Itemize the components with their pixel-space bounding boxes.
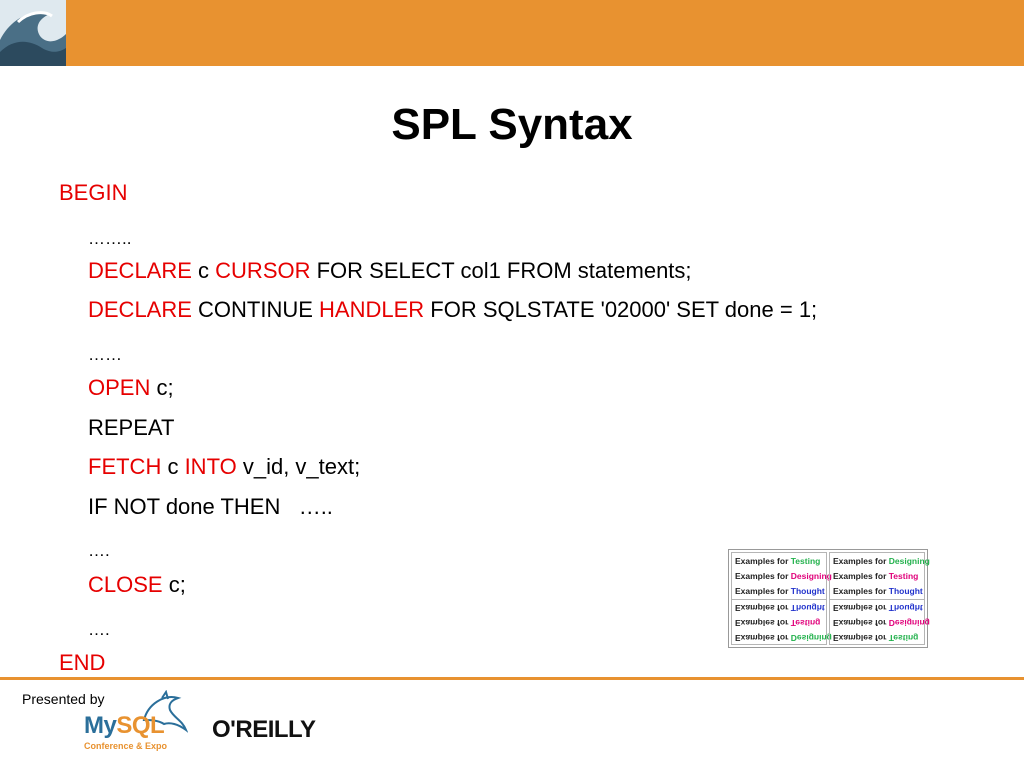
code-if-not-done: IF NOT done THEN ….. <box>88 494 333 519</box>
code-text: c; <box>162 572 186 597</box>
thumbnail-panel-right <box>829 552 930 645</box>
thumb-row-mirrored: Examples for Designing <box>735 633 832 643</box>
keyword: DECLARE <box>88 297 192 322</box>
keyword: CLOSE <box>88 572 163 597</box>
code-text: c <box>161 454 185 479</box>
code-end: END <box>59 650 106 675</box>
code-begin-keyword: BEGIN <box>59 180 128 205</box>
divider <box>732 599 826 600</box>
thumb-row: Examples for Designing <box>735 571 832 581</box>
code-text: c <box>191 258 216 283</box>
code-open <box>88 375 174 401</box>
conference-expo-label: Conference & Expo <box>84 741 168 751</box>
thumb-row: Examples for Testing <box>833 571 919 581</box>
keyword: INTO <box>184 454 237 479</box>
code-declare-cursor <box>88 258 692 284</box>
code-declare-handler <box>88 297 817 323</box>
keyword: OPEN <box>88 375 151 400</box>
header-bar <box>0 0 1024 66</box>
thumb-row: Examples for Thought <box>735 586 825 596</box>
thumb-row: Examples for Thought <box>833 586 923 596</box>
thumbnail-panel-left <box>731 552 832 645</box>
code-ellipsis-3: …. <box>88 541 110 560</box>
code-ellipsis-2: …… <box>88 345 122 364</box>
wave-logo-icon <box>0 0 66 66</box>
mysql-conference-logo <box>80 690 190 754</box>
code-ellipsis-1: …….. <box>88 229 132 248</box>
code-text: v_id, v_text; <box>236 454 361 479</box>
code-text: c; <box>150 375 174 400</box>
thumb-row-mirrored: Examples for Testing <box>735 618 821 628</box>
thumb-row-mirrored: Examples for Designing <box>833 618 930 628</box>
keyword: FETCH <box>88 454 162 479</box>
code-text: FOR SELECT col1 FROM statements; <box>310 258 692 283</box>
divider <box>830 599 924 600</box>
code-ellipsis-4: …. <box>88 620 110 639</box>
code-text: FOR SQLSTATE '02000' SET done = 1; <box>424 297 818 322</box>
code-repeat: REPEAT <box>88 415 175 440</box>
oreilly-logo: O'REILLY <box>212 716 316 743</box>
code-fetch <box>88 454 360 480</box>
mysql-wordmark: MySQL <box>84 712 165 739</box>
slide-title: SPL Syntax <box>391 100 633 149</box>
thumb-row-mirrored: Examples for Testing <box>833 633 919 643</box>
code-text: CONTINUE <box>191 297 320 322</box>
thumb-row: Examples for Designing <box>833 556 930 566</box>
keyword: CURSOR <box>215 258 311 283</box>
thumb-row-mirrored: Examples for Thought <box>735 603 825 613</box>
keyword: DECLARE <box>88 258 192 283</box>
keyword: HANDLER <box>319 297 425 322</box>
examples-thumbnail <box>728 549 928 648</box>
footer-rule <box>0 677 1024 680</box>
thumb-row-mirrored: Examples for Thought <box>833 603 923 613</box>
code-close <box>88 572 186 598</box>
presented-by-label: Presented by <box>22 691 105 707</box>
thumb-row: Examples for Testing <box>735 556 821 566</box>
